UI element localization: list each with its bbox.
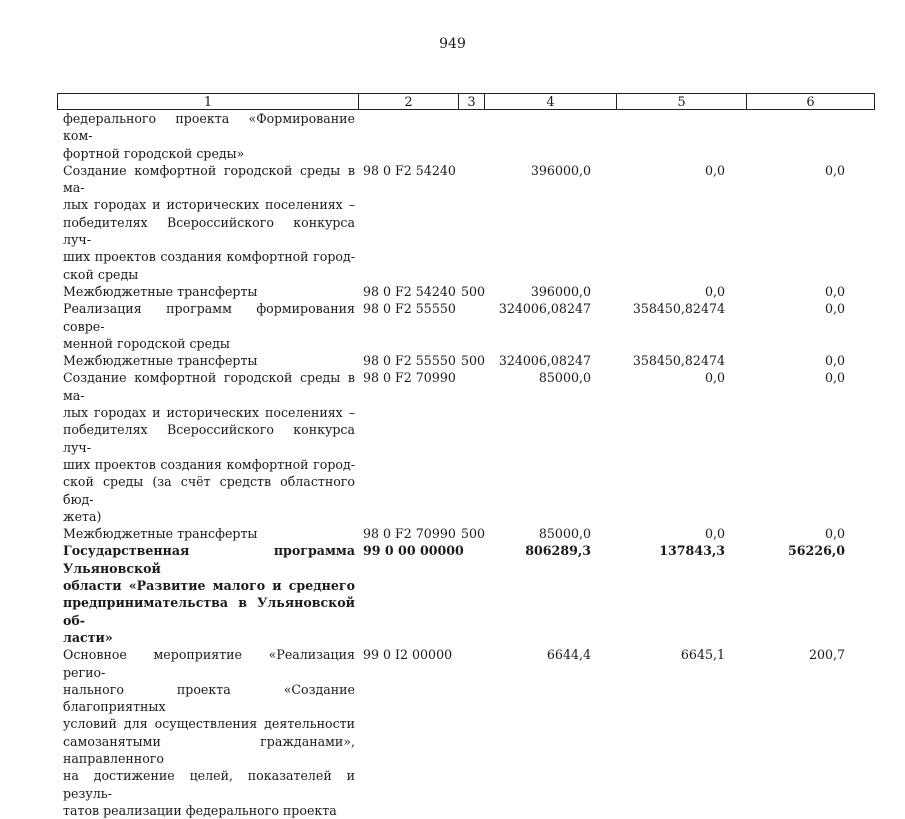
row-description [57,300,357,352]
description-line: области «Развитие малого и среднего [63,578,355,594]
table-row [57,283,875,300]
description-line: Межбюджетные трансферты [63,353,258,369]
description-line: победителях Всероссийского конкурса луч- [63,214,355,248]
header-col-4: 4 [484,94,616,109]
description-line: Основное мероприятие «Реализация регио- [63,647,355,680]
row-value-5: 137843,3 [659,543,725,559]
description-line: Создание комфортной городской среды в ма- [63,162,355,196]
row-description [57,542,357,646]
description-line: федерального проекта «Формирование ком- [63,111,355,144]
row-value-4: 85000,0 [538,370,591,386]
row-value-4: 6644,4 [546,647,591,663]
row-value-4: 806289,3 [525,543,591,559]
row-value-4: 85000,0 [538,526,591,542]
row-value-6: 0,0 [824,301,845,317]
table-row [57,110,875,162]
row-type [457,110,483,162]
row-code [357,110,457,162]
row-value-5: 0,0 [704,283,725,299]
row-value-6: 0,0 [824,526,845,542]
row-code: 98 0 F2 55550 [363,301,456,317]
row-value-5: 358450,82474 [632,301,725,317]
table-header [57,93,875,110]
description-line: условий для осуществления деятельности [63,716,355,732]
table-row [57,300,875,352]
description-line: нального проекта «Создание благоприятных [63,681,355,715]
description-line: лых городах и исторических поселениях – [63,197,355,213]
row-description [57,369,357,525]
header-col-3: 3 [458,94,484,109]
row-value-6: 0,0 [824,353,845,369]
description-line: Межбюджетные трансферты [63,283,258,299]
row-code: 98 0 F2 54240 [363,162,456,178]
row-value-5: 0,0 [704,526,725,542]
header-col-5: 5 [616,94,746,109]
row-type [457,300,483,352]
header-col-2: 2 [358,94,458,109]
row-value-5: 0,0 [704,162,725,178]
row-value-4 [483,110,615,162]
row-value-6: 200,7 [808,647,845,663]
description-line: ской среды (за счёт средств областного бюд- [63,474,355,507]
row-value-5: 6645,1 [680,647,725,663]
description-line: Создание комфортной городской среды в ма- [63,370,355,403]
row-value-6: 56226,0 [788,543,845,559]
description-line: фортной городской среды» [63,145,245,161]
row-description [57,352,357,369]
description-line: менной городской среды [63,335,230,351]
row-type: 500 [461,526,486,542]
row-type: 500 [461,283,486,299]
description-line: ших проектов создания комфортной город- [63,456,355,472]
row-value-6: 0,0 [824,162,845,178]
row-code: 98 0 F2 55550 [363,353,456,369]
table-row [57,162,875,283]
description-line: ской среды [63,266,139,282]
row-description [57,162,357,283]
budget-table [57,93,875,819]
description-line: предпринимательства в Ульяновской об- [63,595,355,628]
description-line: лых городах и исторических поселениях – [63,405,355,421]
row-value-4: 324006,08247 [498,301,591,317]
table-row [57,542,875,646]
row-type [457,646,483,819]
description-line: Государственная программа Ульяновской [63,543,355,576]
description-line: победителях Всероссийского конкурса луч- [63,422,355,455]
row-code: 99 0 I2 00000 [363,647,453,663]
row-code: 98 0 F2 70990 [363,370,456,386]
table-body [57,110,875,819]
row-value-4: 324006,08247 [498,353,591,369]
header-col-6: 6 [746,94,874,109]
description-line: жета) [63,508,102,524]
row-value-4: 396000,0 [530,162,591,178]
row-type [457,369,483,525]
row-value-5: 0,0 [704,370,725,386]
row-value-6: 0,0 [824,283,845,299]
row-type: 500 [461,353,486,369]
table-row [57,646,875,819]
row-value-6: 0,0 [824,370,845,386]
description-line: ласти» [63,629,113,645]
row-description [57,283,357,300]
row-code: 99 0 00 00000 [363,543,464,559]
row-code: 98 0 F2 54240 [363,283,456,299]
row-description [57,110,357,162]
table-row [57,525,875,542]
row-description [57,646,357,819]
table-row [57,369,875,525]
row-value-5 [615,110,745,162]
row-description [57,525,357,542]
description-line: Межбюджетные трансферты [63,526,258,542]
table-row [57,352,875,369]
row-value-4: 396000,0 [530,283,591,299]
row-type [457,162,483,283]
row-type [457,542,483,646]
row-value-6 [745,110,873,162]
description-line: на достижение целей, показателей и резуль- [63,768,355,801]
row-code: 98 0 F2 70990 [363,526,456,542]
description-line: Реализация программ формирования совре- [63,301,355,334]
description-line: самозанятыми гражданами», направленного [63,733,355,766]
description-line: татов реализации федерального проекта [63,802,337,818]
page-number: 949 [439,36,466,52]
description-line: ших проектов создания комфортной город- [63,249,355,265]
row-value-5: 358450,82474 [632,353,725,369]
header-col-1: 1 [203,95,213,110]
